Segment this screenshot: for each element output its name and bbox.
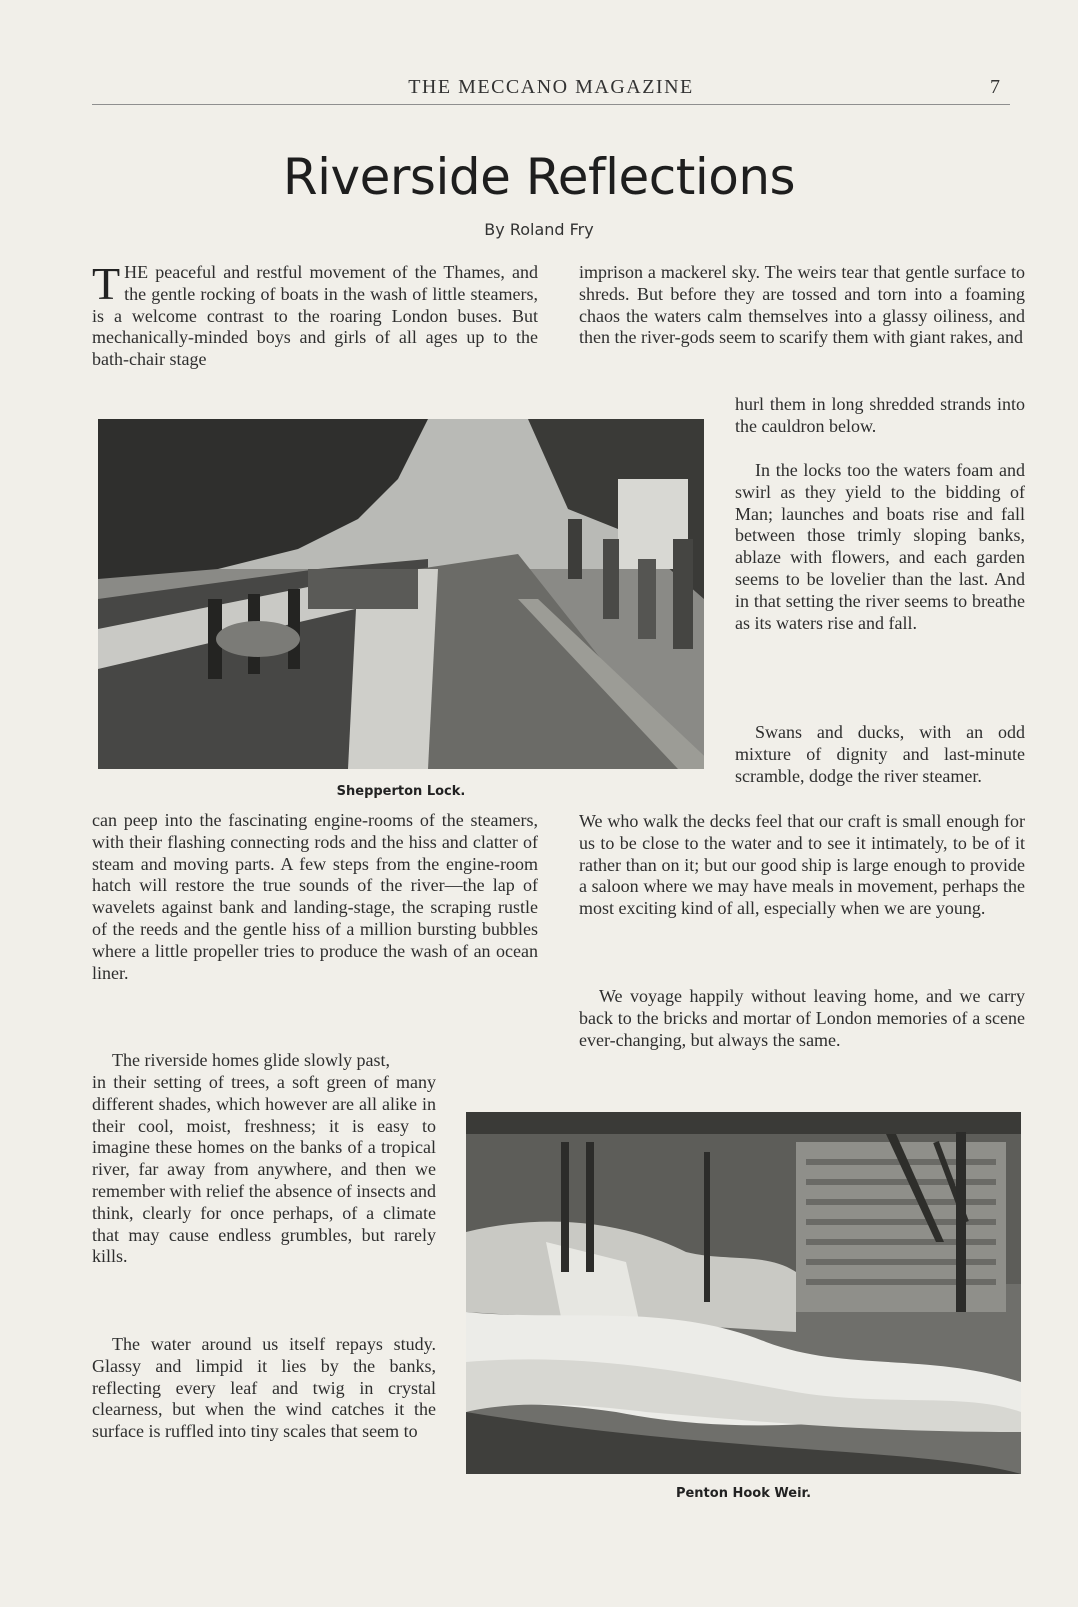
right-paragraph-3-start: Swans and ducks, with an odd mixture of dignity and last-minute scramble, dodge the river steamer. [735,722,1025,786]
article-byline: By Roland Fry [484,220,594,239]
left-paragraph-3: The water around us itself repays study. Glassy and limpid it lies by the banks, reflecting every leaf and twig in crystal clearness, but when the wind catches it the surface is ruffled into tiny scales that seem to [92,1334,436,1442]
article-title: Riverside Reflections [282,148,796,206]
right-paragraph-4: We voyage happily without leaving home, and we carry back to the bricks and mortar of London memories of a scene ever-changing, but always the same. [579,986,1025,1050]
right-paragraph-3: We who walk the decks feel that our craft is small enough for us to be close to the water and to see it intimately, to be of it rather than on it; but our good ship is large enough to provide a saloon where we may have meals in movement, perhaps the most exciting kind of all, especially when we are young. [579,811,1025,919]
shepperton-lock-photo [98,419,704,769]
left-paragraph-1: THE peaceful and restful movement of the Thames, and the gentle rocking of boats in the wash of little steamers, is a welcome contrast to the roaring London buses. But mechanically-minded boys and girls of all ages up to the bath-chair stage [92,258,538,370]
page-number: 7 [990,76,1000,98]
left-paragraph-2-start: The riverside homes glide slowly past, [112,1050,390,1070]
right-paragraph-2: In the locks too the waters foam and swirl as they yield to the bidding of Man; launches and boats rise and fall between those trimly sloping banks, ablaze with flowers, and each garden seems to be lovelier than the last. And in that setting the river seems to breathe as its waters rise and fall. [735,460,1025,633]
penton-hook-weir-caption: Penton Hook Weir. [675,1486,812,1501]
left-paragraph-2: in their setting of trees, a soft green of many different shades, which however are all alike in their cool, moist, freshness; it is easy to imagine these homes on the banks of a tropical river, far away from anywhere, and then we remember with relief the absence of insects and think, clearly for once perhaps, of a climate that may cause endless grumbles, but rarely kills. [92,1072,436,1267]
magazine-name: THE MECCANO MAGAZINE [408,76,694,98]
drop-cap: T [92,258,121,309]
left-paragraph-1-cont: can peep into the fascinating engine-rooms of the steamers, with their flashing connecting rods and the hiss and clatter of steam and moving parts. A few steps from the engine-room hatch will restore the true sounds of the river—the lap of wavelets against bank and landing-stage, the scraping rustle of the reeds and the gentle hiss of a million bursting bubbles where a little propeller tries to produce the wash of an ocean liner. [92,810,538,983]
penton-hook-weir-photo [466,1112,1021,1474]
right-paragraph-1: imprison a mackerel sky. The weirs tear that gentle surface to shreds. But before they are tossed and torn into a foaming chaos the waters calm themselves into a glassy oiliness, and then the river-gods seem to scarify them with giant rakes, and [579,262,1025,348]
shepperton-lock-caption: Shepperton Lock. [336,784,466,799]
running-head [92,76,1010,105]
right-paragraph-1-end: hurl them in long shredded strands into the cauldron below. [735,394,1025,436]
